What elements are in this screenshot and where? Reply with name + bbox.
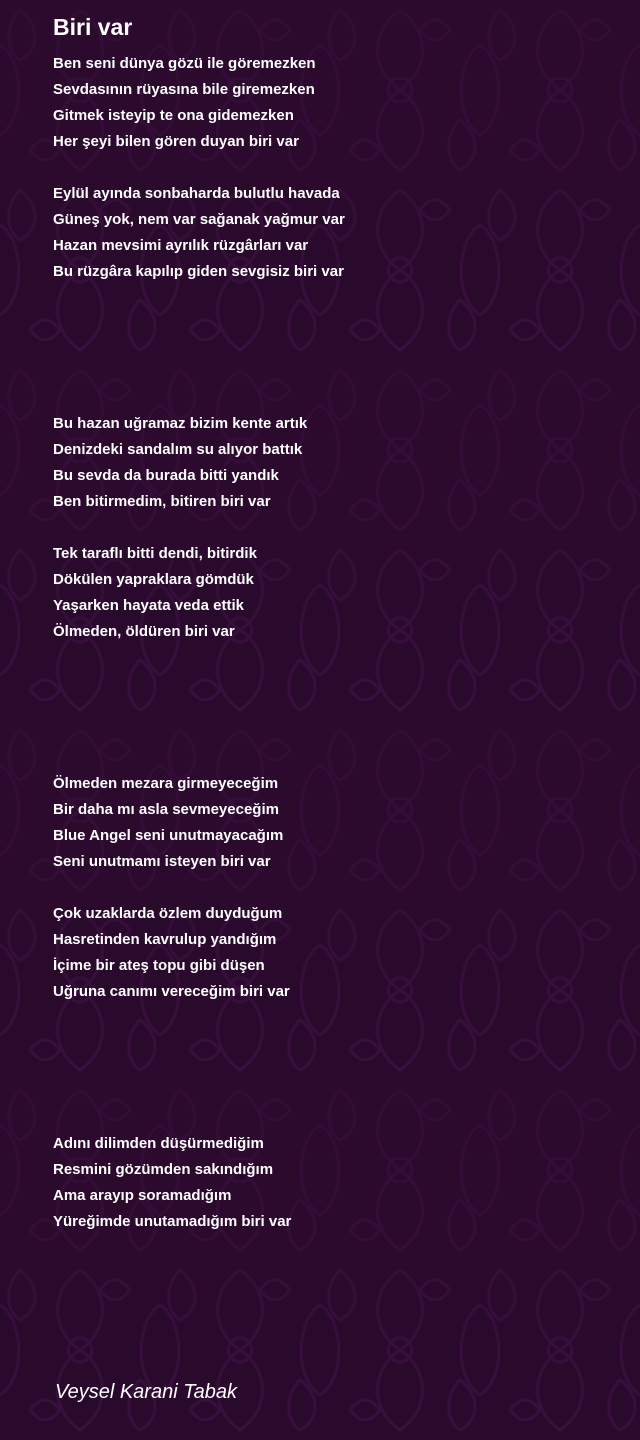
poem-line: Yüreğimde unutamadığım biri var xyxy=(53,1213,292,1230)
poem-line: Resmini gözümden sakındığım xyxy=(53,1161,274,1178)
poem-line: Tek taraflı bitti dendi, bitirdik xyxy=(53,545,257,562)
poem-line: Ölmeden, öldüren biri var xyxy=(53,623,235,640)
poem-line: Bu sevda da burada bitti yandık xyxy=(53,467,279,484)
stanza-2 xyxy=(53,181,345,285)
poem-line: Ben bitirmedim, bitiren biri var xyxy=(53,493,271,510)
poem-line: Güneş yok, nem var sağanak yağmur var xyxy=(53,211,345,228)
stanza-3 xyxy=(53,411,307,515)
stanza-4 xyxy=(53,541,257,645)
poem-author: Veysel Karani Tabak xyxy=(55,1381,237,1403)
poem-title: Biri var xyxy=(53,14,133,40)
stanza-5 xyxy=(53,771,283,875)
poem-line: Uğruna canımı vereceğim biri var xyxy=(53,983,290,1000)
poem-line: Eylül ayında sonbaharda bulutlu havada xyxy=(53,185,340,202)
poem-line: Ölmeden mezara girmeyeceğim xyxy=(53,775,279,792)
stanza-6 xyxy=(53,901,290,1005)
poem-line: Bu hazan uğramaz bizim kente artık xyxy=(53,415,308,432)
poem-line: Adını dilimden düşürmediğim xyxy=(53,1135,264,1152)
poem-line: Yaşarken hayata veda ettik xyxy=(53,597,244,614)
poem-line: Blue Angel seni unutmayacağım xyxy=(53,827,284,844)
poem-line: Ben seni dünya gözü ile göremezken xyxy=(53,55,316,72)
poem-line: Denizdeki sandalım su alıyor battık xyxy=(53,441,303,458)
poem-line: Bir daha mı asla sevmeyeceğim xyxy=(53,801,279,818)
stanza-1 xyxy=(53,51,316,155)
poem-line: Dökülen yapraklara gömdük xyxy=(53,571,254,588)
poem-line: Bu rüzgâra kapılıp giden sevgisiz biri var xyxy=(53,263,344,280)
poem-line: Ama arayıp soramadığım xyxy=(53,1187,232,1204)
poem-line: Hazan mevsimi ayrılık rüzgârları var xyxy=(53,237,309,254)
poem-line: Gitmek isteyip te ona gidemezken xyxy=(53,107,294,124)
poem-line: Hasretinden kavrulup yandığım xyxy=(53,931,277,948)
poem-line: Her şeyi bilen gören duyan biri var xyxy=(53,133,299,150)
poem-line: Çok uzaklarda özlem duyduğum xyxy=(53,905,283,922)
poem-line: Seni unutmamı isteyen biri var xyxy=(53,853,271,870)
stanza-7 xyxy=(53,1131,291,1235)
poem-line: Sevdasının rüyasına bile giremezken xyxy=(53,81,315,98)
poem-line: İçime bir ateş topu gibi düşen xyxy=(53,957,265,974)
